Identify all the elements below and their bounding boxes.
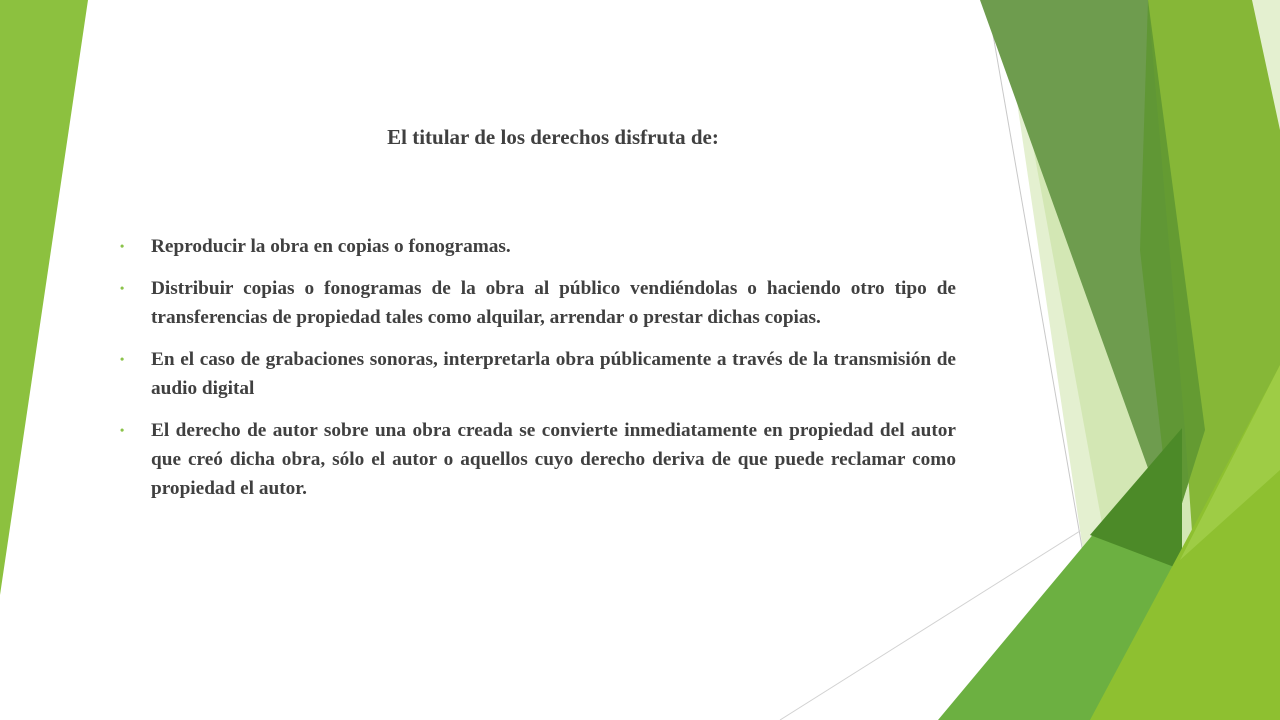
bullet-icon: •: [120, 352, 125, 366]
bullet-text: El derecho de autor sobre una obra creada se convierte inmediatamente en propiedad del autor que creó dicha obra, sólo el autor o aquellos cuyo derecho deriva de que puede reclamar como propiedad el autor.: [151, 420, 956, 499]
bullet-text: En el caso de grabaciones sonoras, interpretarla obra públicamente a través de la transmisión de audio digital: [151, 349, 956, 399]
bullet-item: [120, 345, 956, 403]
bullet-text: Distribuir copias o fonogramas de la obra al público vendiéndolas o haciendo otro tipo de transferencias de propiedad tales como alquilar, arrendar o prestar dichas copias.: [151, 278, 956, 328]
bullet-icon: •: [120, 239, 125, 253]
slide-title: El titular de los derechos disfruta de:: [387, 125, 719, 149]
bullet-icon: •: [120, 281, 125, 295]
bullet-item: [120, 274, 956, 332]
left-green-stripe: [0, 0, 88, 595]
bullet-item: [120, 232, 956, 261]
bullet-list: [120, 232, 956, 516]
bullet-text: Reproducir la obra en copias o fonogramas.: [151, 236, 511, 257]
bullet-icon: •: [120, 423, 125, 437]
bullet-item: [120, 416, 956, 503]
